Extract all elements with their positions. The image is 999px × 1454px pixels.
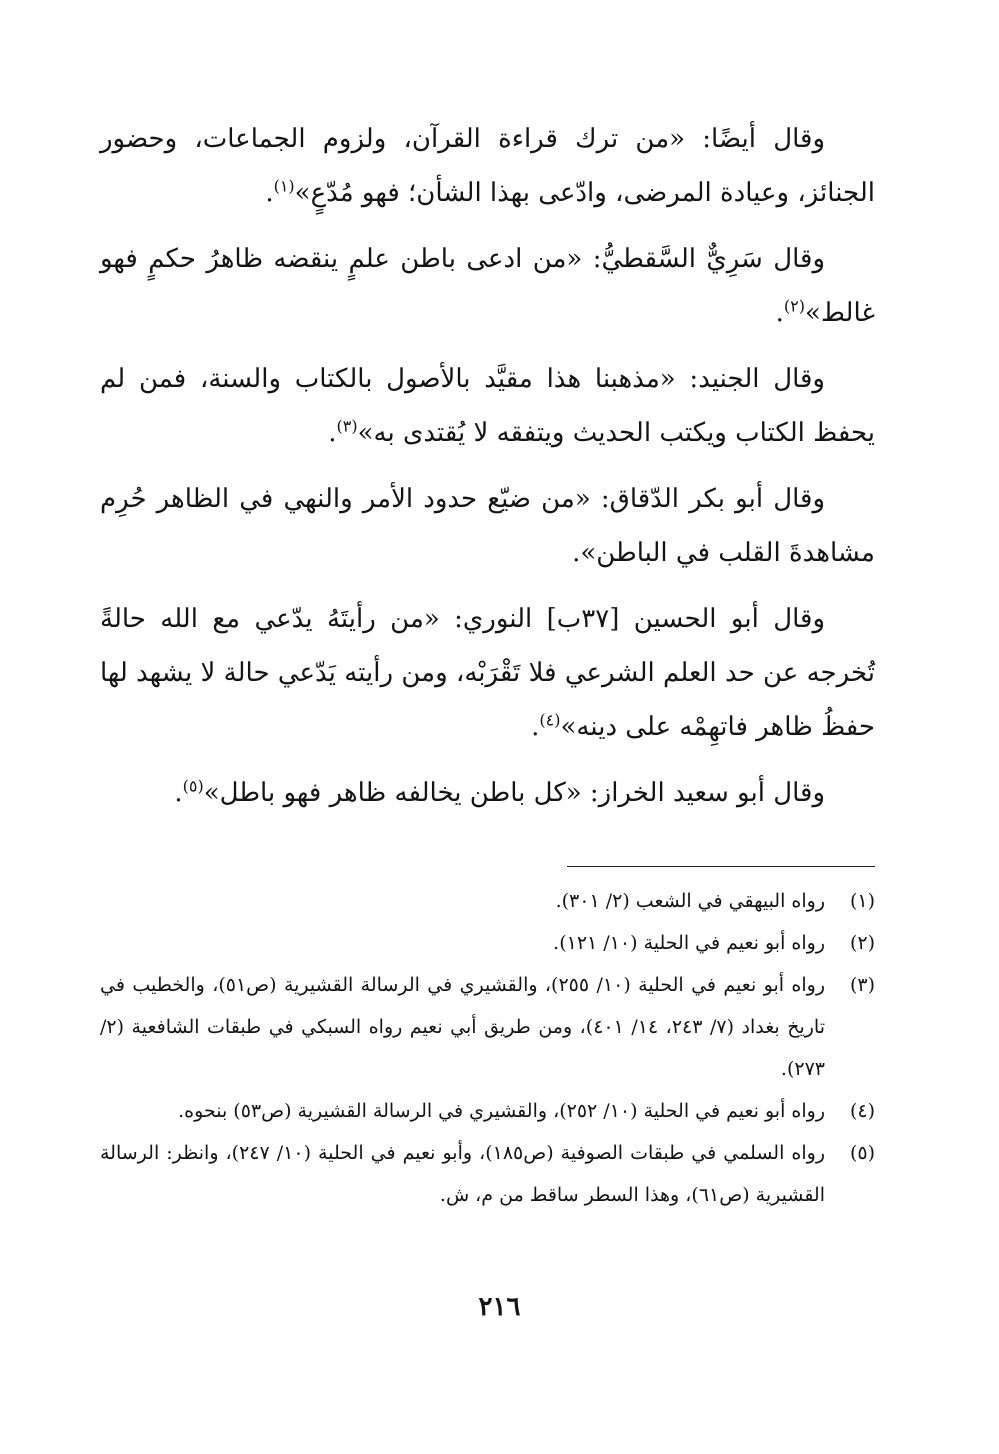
paragraph-text: وقال أبو بكر الدّقاق: «من ضيّع حدود الأمر والنهي في الظاهر حُرِم مشاهدةَ القلب في الباطن» <box>100 484 875 568</box>
footnote-text: رواه السلمي في طبقات الصوفية (ص١٨٥)، وأبو نعيم في الحلية (١٠/ ٢٤٧)، وانظر: الرسالة القشيرية (ص٦١)، وهذا السطر ساقط من م، ش. <box>100 1142 825 1206</box>
page-number: ٢١٦ <box>478 1292 521 1322</box>
paragraph <box>100 592 875 754</box>
paragraph-text: وقال أبو الحسين [٣٧ب] النوري: «من رأيتَهُ يدّعي مع الله حالةً تُخرجه عن حد العلم الشرعي فلا تَقْرَبْه، ومن رأيته يَدّعي حالة لا يشهد لها حفظُ ظاهر فاتهِمْه على دينه» <box>100 604 875 742</box>
footnote-reference: (١) <box>273 176 295 196</box>
footnote <box>100 880 875 922</box>
footnote-number: (٥) <box>849 1142 875 1164</box>
footnote <box>100 1132 875 1216</box>
paragraph-text: وقال سَرِيٌّ السَّقطيُّ: «من ادعى باطن علمٍ ينقضه ظاهرُ حكمٍ فهو غالط» <box>100 244 875 328</box>
paragraph-end: . <box>265 178 274 208</box>
footnote-text: رواه أبو نعيم في الحلية (١٠/ ٢٥٥)، والقشيري في الرسالة القشيرية (ص٥١)، والخطيب في تاريخ بغداد (٧/ ٢٤٣، ١٤/ ٤٠١)، ومن طريق أبي نعيم رواه السبكي في طبقات الشافعية (٢/ ٢٧٣). <box>100 974 826 1080</box>
paragraph-end: . <box>174 778 183 808</box>
paragraph-end: . <box>572 538 581 568</box>
paragraph-text: وقال أيضًا: «من ترك قراءة القرآن، ولزوم الجماعات، وحضور الجنائز، وعيادة المرضى، وادّعى بهذا الشأن؛ فهو مُدّعٍ» <box>100 124 875 208</box>
paragraph <box>100 766 875 820</box>
footnote-text: رواه أبو نعيم في الحلية (١٠/ ٢٥٢)، والقشيري في الرسالة القشيرية (ص٥٣) بنحوه. <box>178 1100 825 1122</box>
paragraph-end: . <box>775 298 784 328</box>
paragraph-text: وقال الجنيد: «مذهبنا هذا مقيَّد بالأصول بالكتاب والسنة، فمن لم يحفظ الكتاب ويكتب الحديث ويتفقه لا يُقتدى به» <box>100 364 875 448</box>
footnote <box>100 1090 875 1132</box>
paragraph-end: . <box>328 418 337 448</box>
paragraph <box>100 352 875 460</box>
footnote-text: رواه أبو نعيم في الحلية (١٠/ ١٢١). <box>553 932 825 954</box>
paragraph-end: . <box>531 712 540 742</box>
paragraph-text: وقال أبو سعيد الخراز: «كل باطن يخالفه ظاهر فهو باطل» <box>203 778 825 808</box>
footnote-number: (٤) <box>849 1100 875 1122</box>
footnote-reference: (٥) <box>182 776 204 796</box>
footnote-separator <box>567 866 875 867</box>
main-text <box>100 112 875 832</box>
footnote-text: رواه البيهقي في الشعب (٢/ ٣٠١). <box>555 890 825 912</box>
footnote-number: (٢) <box>849 932 875 954</box>
footnote-reference: (٣) <box>336 416 358 436</box>
footnote-number: (٣) <box>849 974 875 996</box>
paragraph <box>100 472 875 580</box>
footnote-number: (١) <box>849 890 875 912</box>
paragraph <box>100 112 875 220</box>
footnote-reference: (٢) <box>783 296 805 316</box>
paragraph <box>100 232 875 340</box>
footnote <box>100 922 875 964</box>
footnotes <box>100 880 875 1216</box>
footnote-reference: (٤) <box>539 710 561 730</box>
footnote <box>100 964 875 1090</box>
